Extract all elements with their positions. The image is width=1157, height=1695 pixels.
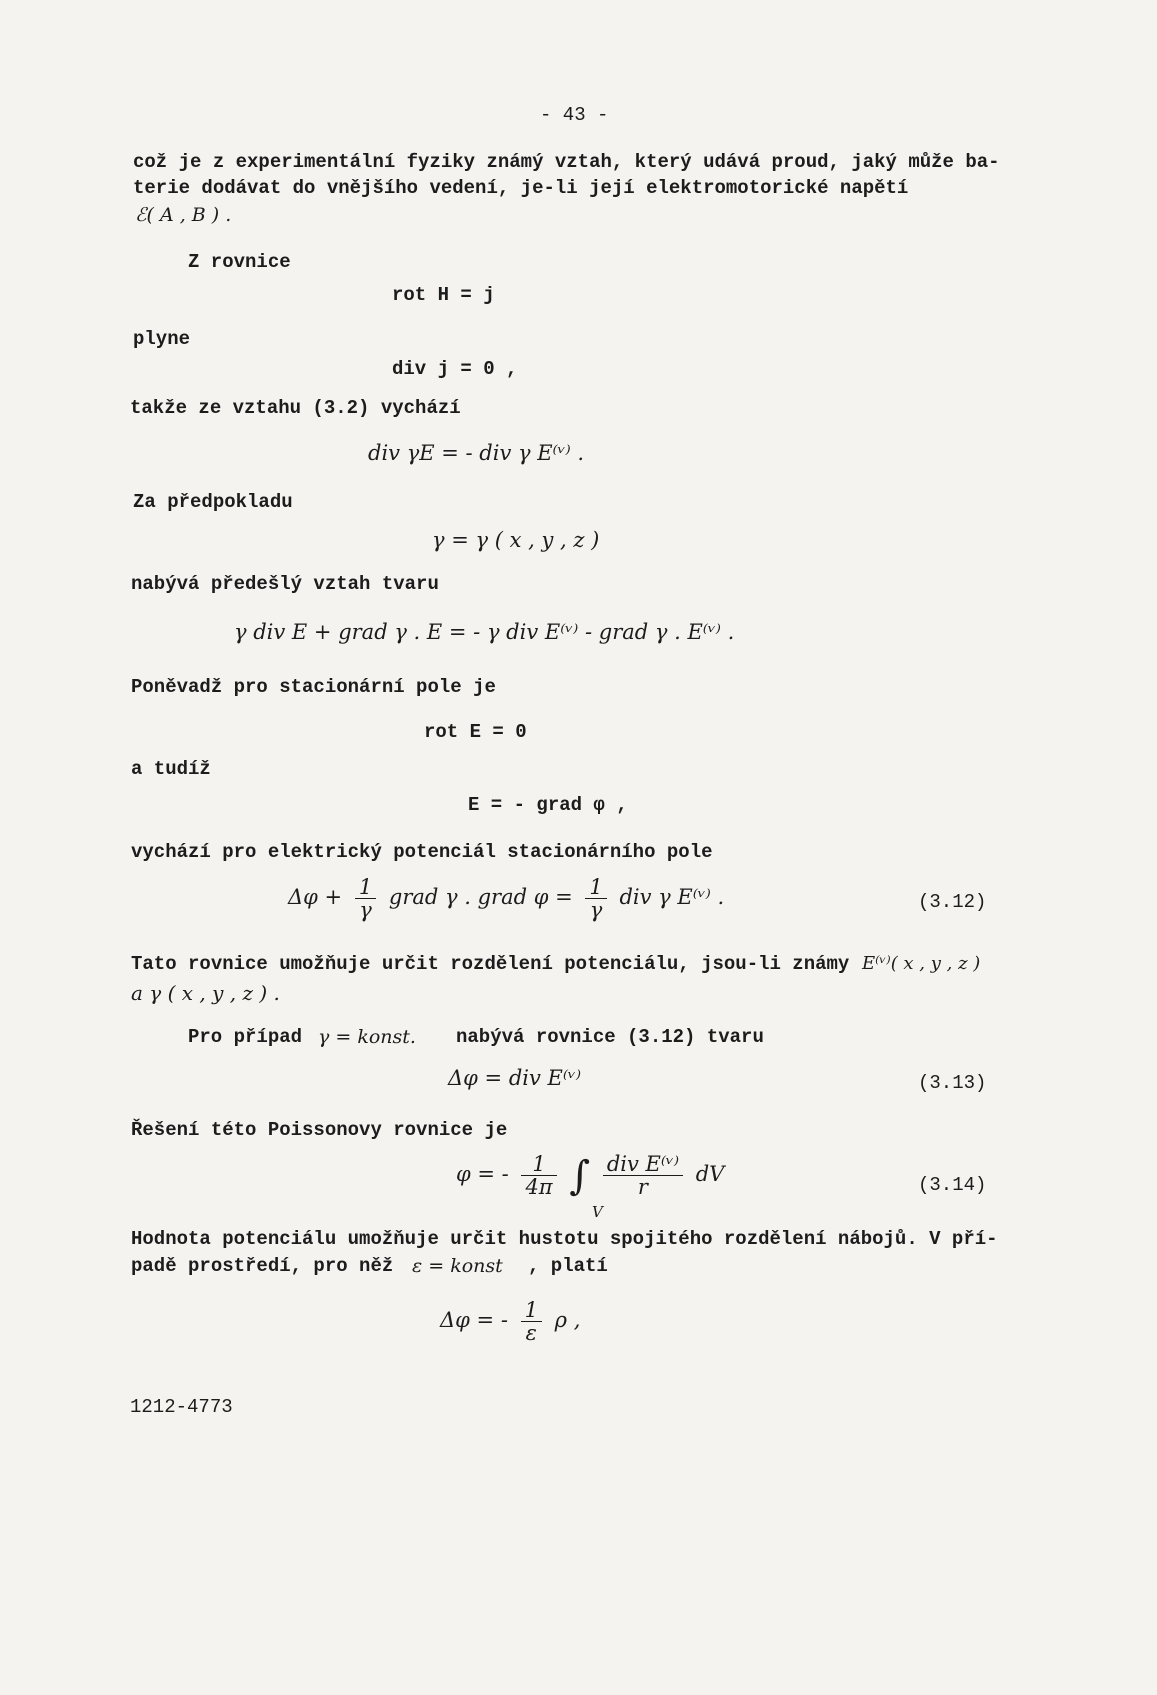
eq-312-middle: grad γ . grad φ = (388, 885, 573, 909)
fraction-1-over-gamma: $\frac{1}{\gamma}$ (585, 876, 606, 921)
text-pro-pripad-rest: nabývá rovnice (3.12) tvaru (456, 1026, 764, 1048)
text-ponevadz: Poněvadž pro stacionární pole je (131, 676, 496, 698)
eq-last-rho: ρ , (554, 1308, 581, 1332)
equation-div-gamma: div γE = - div γ E⁽ᵛ⁾ . (368, 441, 585, 465)
text-eps-konst: ε = konst (412, 1255, 503, 1277)
fraction-1-over-eps: $\frac{1}{\varepsilon}$ (521, 1299, 542, 1344)
equation-e-grad: E = - grad φ , (468, 794, 628, 816)
text-a-tudiz: a tudíž (131, 758, 211, 780)
eq-last-lhs: Δφ = - (440, 1308, 508, 1332)
fraction-1-over-4pi: $\frac{1}{4\pi}$ (521, 1153, 556, 1198)
fraction-1-over-gamma: $\frac{1}{\gamma}$ (355, 876, 376, 921)
eq-312-left: Δφ + (288, 885, 343, 909)
equation-gamma-xyz: γ = γ ( x , y , z ) (432, 528, 600, 552)
paragraph-line: terie dodávat do vnějšího vedení, je-li její elektromotorické napětí (133, 177, 909, 199)
text-takze: takže ze vztahu (3.2) vychází (130, 397, 461, 419)
text-reseni: Řešení této Poissonovy rovnice je (131, 1119, 508, 1141)
text-pro-pripad: Pro případ (188, 1026, 303, 1048)
text-za-predpokladu: Za předpokladu (133, 491, 293, 513)
text-tato-line2: a γ ( x , y , z ) . (131, 981, 280, 1005)
footer-code: 1212-4773 (130, 1396, 233, 1418)
equation-number: (3.14) (918, 1174, 987, 1196)
text-tato-line1: Tato rovnice umožňuje určit rozdělení potenciálu, jsou-li známy (131, 953, 850, 975)
equation-number: (3.12) (918, 891, 987, 913)
page-number: - 43 - (540, 104, 609, 126)
text-z-rovnice: Z rovnice (188, 251, 291, 273)
text-hodnota-line2: padě prostředí, pro něž (131, 1255, 394, 1277)
text-vychazi: vychází pro elektrický potenciál stacionárního pole (131, 841, 713, 863)
equation-3-13: Δφ = div E⁽ᵛ⁾ (448, 1066, 581, 1090)
paragraph-line-math: ℰ( A , B ) . (135, 204, 232, 226)
text-gamma-konst: γ = konst. (318, 1026, 416, 1048)
text-nabyva: nabývá předešlý vztah tvaru (131, 573, 439, 595)
text-plyne: plyne (133, 328, 191, 350)
text-hodnota-line1: Hodnota potenciálu umožňuje určit hustotu spojitého rozdělení nábojů. V pří- (131, 1228, 998, 1250)
equation-3-12 (288, 873, 724, 921)
text-tato-math: E⁽ᵛ⁾( x , y , z ) (862, 953, 981, 974)
eq-314-dv: dV (695, 1162, 725, 1186)
integral-sign: ∫ (569, 1152, 591, 1199)
equation-rot-h: rot H = j (392, 284, 495, 306)
paragraph-line: což je z experimentální fyziky známý vztah, který udává proud, jaký může ba- (133, 151, 1000, 173)
text-plati: , platí (528, 1255, 608, 1277)
fraction-div-e-over-r: $\frac{\text{div E⁽ᵛ⁾}}{r}$ (603, 1153, 683, 1198)
equation-laplace-rho (440, 1296, 580, 1344)
eq-312-right: div γ E⁽ᵛ⁾ . (619, 885, 725, 909)
equation-expanded: γ div E + grad γ . E = - γ div E⁽ᵛ⁾ - grad γ . E⁽ᵛ⁾ . (234, 620, 735, 644)
equation-number: (3.13) (918, 1072, 987, 1094)
integral-limit: V (592, 1203, 603, 1221)
equation-div-j: div j = 0 , (392, 358, 518, 380)
equation-rot-e: rot E = 0 (424, 721, 527, 743)
eq-314-lhs: φ = - (456, 1162, 509, 1186)
equation-3-14 (456, 1150, 724, 1198)
